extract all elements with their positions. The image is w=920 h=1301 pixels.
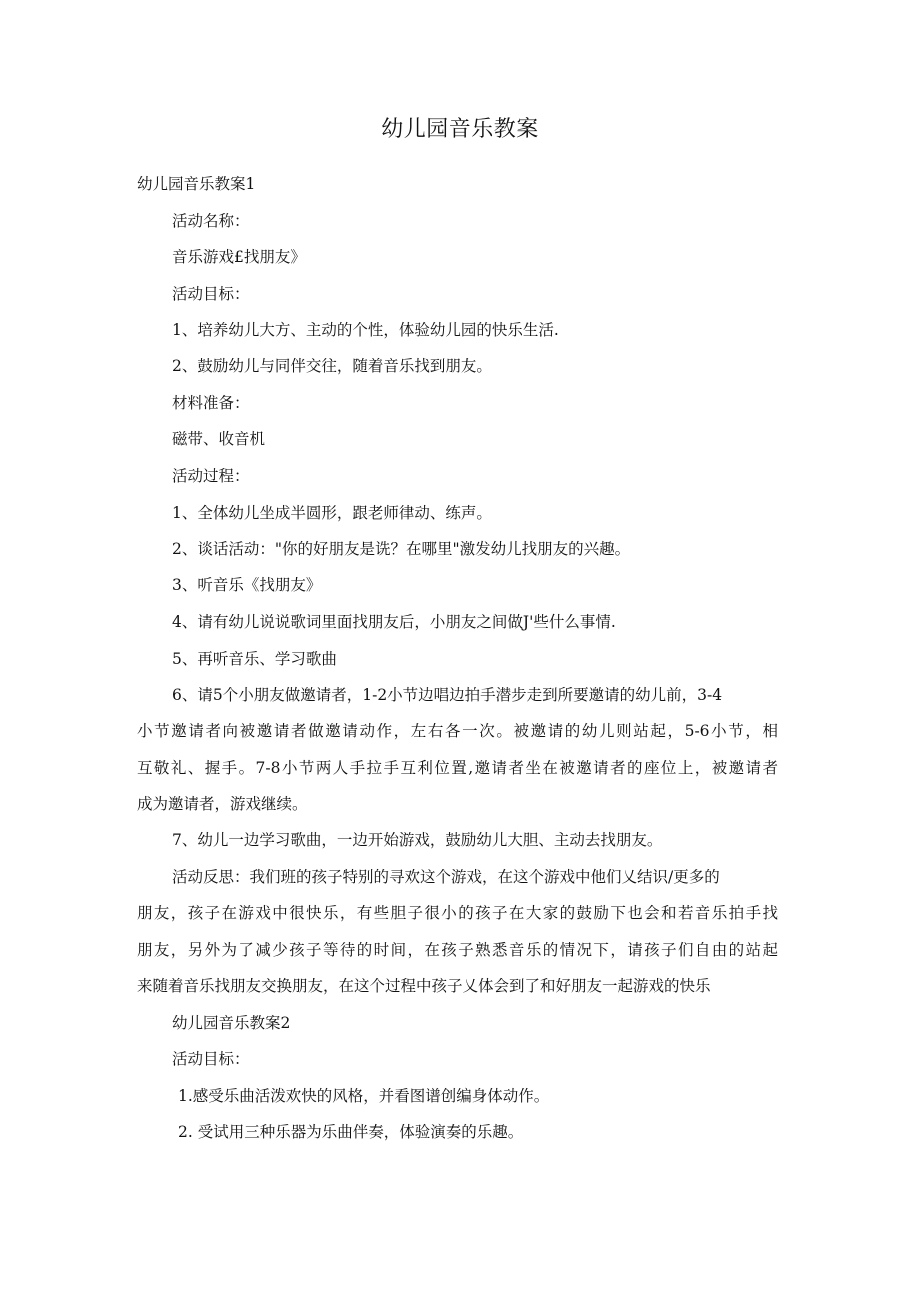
document-title: 幼儿园音乐教案	[381, 117, 539, 142]
process-step-1: 1、全体幼儿坐成半圆形，跟老师律动、练声。	[172, 504, 492, 522]
reflection-line-3: 朋友，另外为了减少孩子等待的时间，在孩子熟悉音乐的情况下，请孩子们自由的站起	[137, 941, 778, 959]
process-step-6-line-4: 成为邀请者，游戏继续。	[137, 795, 308, 813]
reflection-line-1: 活动反思：我们班的孩子特别的寻欢这个游戏，在这个游戏中他们乂结识/更多的	[172, 868, 720, 886]
process-step-7: 7、幼儿一边学习歌曲，一边开始游戏，鼓励幼儿大胆、主动去找朋友。	[172, 831, 663, 849]
activity-goals-label: 活动目标：	[172, 285, 250, 303]
process-step-3: 3、听音乐《找朋友》	[172, 576, 322, 594]
reflection-line-4: 来随着音乐找朋友交换朋友，在这个过程中孩子乂体会到了和好朋友一起游戏的快乐	[137, 977, 711, 995]
activity-name-value: 音乐游戏£找朋友》	[172, 248, 306, 266]
activity-name-label: 活动名称：	[172, 212, 250, 230]
process-label: 活动过程：	[172, 467, 250, 485]
materials-value: 磁带、收音机	[172, 430, 266, 448]
goal-item-2: 2、鼓励幼儿与同伴交往，随着音乐找到朋友。	[172, 357, 492, 375]
goal-item-1: 1、培养幼儿大方、主动的个性，体验幼儿园的快乐生活.	[172, 321, 559, 339]
section-heading-1: 幼儿园音乐教案1	[137, 175, 256, 193]
reflection-line-2: 朋友，孩子在游戏中很快乐，有些胆子很小的孩子在大家的鼓励下也会和若音乐拍手找	[137, 904, 778, 922]
goal2-item-2: 2. 受试用三种乐器为乐曲伴奏，体验演奏的乐趣。	[178, 1123, 524, 1141]
goal2-item-1: 1.感受乐曲活泼欢快的风格，并看图谱创编身体动作。	[178, 1087, 550, 1105]
section-heading-2: 幼儿园音乐教案2	[172, 1014, 291, 1032]
activity-goals-label-2: 活动目标：	[172, 1050, 250, 1068]
process-step-2: 2、谈话活动："你的好朋友是诜？在哪里"激发幼儿找朋友的兴趣。	[172, 540, 631, 558]
process-step-6-line-1: 6、请5个小朋友做邀请者，1-2小节边唱边拍手潜步走到所要邀请的幼儿前，3-4	[172, 686, 723, 704]
process-step-6-line-2: 小节邀请者向被邀请者做邀请动作，左右各一次。被邀请的幼儿则站起，5-6小节，相	[137, 722, 778, 740]
process-step-4: 4、请有幼儿说说歌词里面找朋友后，小朋友之间做J'些什么事情.	[172, 613, 616, 631]
process-step-5: 5、再听音乐、学习歌曲	[172, 650, 337, 668]
process-step-6-line-3: 互敬礼、握手。7-8小节两人手拉手互利位置,邀请者坐在被邀请者的座位上，被邀请者	[137, 759, 778, 777]
materials-label: 材料准备：	[172, 394, 250, 412]
